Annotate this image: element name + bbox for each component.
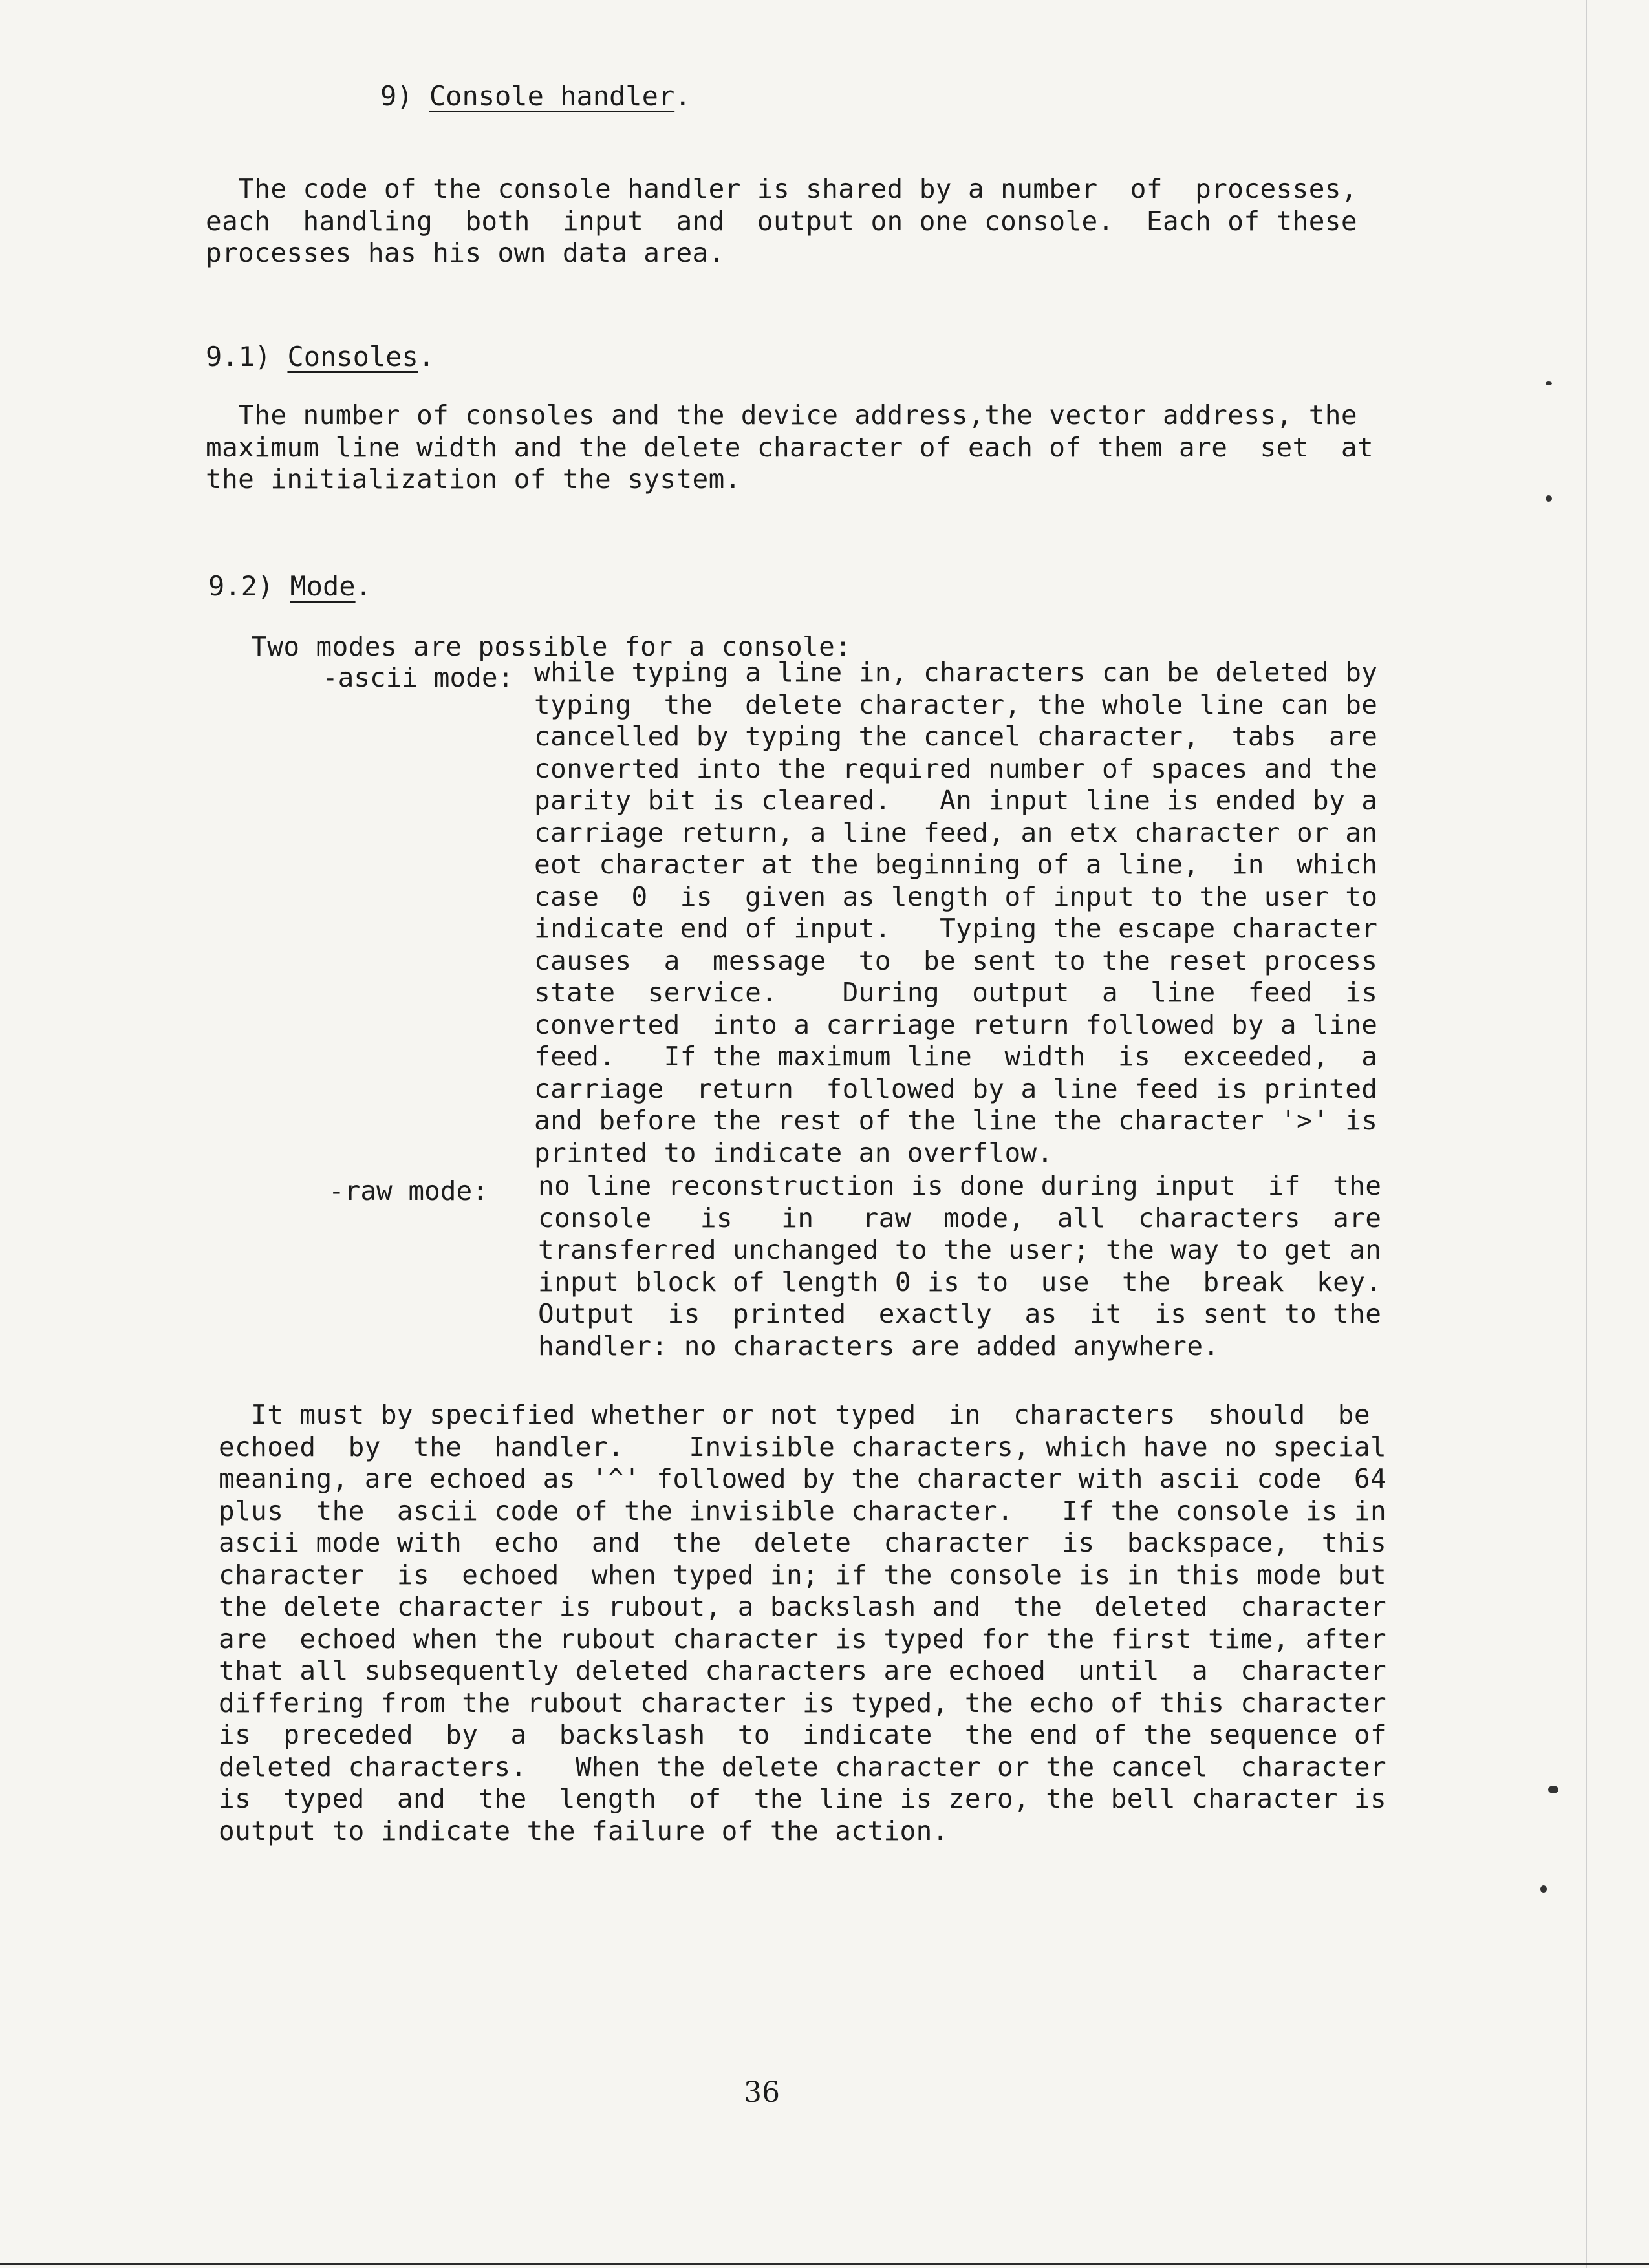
scan-speck bbox=[1546, 495, 1552, 502]
section-9-heading bbox=[380, 80, 691, 112]
text-line: carriage return followed by a line feed is printed bbox=[534, 1073, 1378, 1104]
text-line: is preceded by a backslash to indicate the end of the sequence of bbox=[219, 1719, 1387, 1750]
scan-speck bbox=[1540, 1885, 1547, 1893]
text-line: character is echoed when typed in; if the console is in this mode but bbox=[219, 1559, 1387, 1590]
text-line: typing the delete character, the whole line can be bbox=[534, 689, 1378, 720]
text-line: transferred unchanged to the user; the way to get an bbox=[538, 1234, 1382, 1265]
text-line: eot character at the beginning of a line, in which bbox=[534, 849, 1378, 880]
text-line: input block of length 0 is to use the break key. bbox=[538, 1266, 1382, 1298]
text-line: differing from the rubout character is typed, the echo of this character bbox=[219, 1687, 1387, 1718]
text-line: cancelled by typing the cancel character, tabs are bbox=[534, 721, 1378, 752]
heading-suffix: . bbox=[674, 80, 691, 112]
text-line: carriage return, a line feed, an etx character or an bbox=[534, 817, 1378, 848]
text-line: plus the ascii code of the invisible character. If the console is in bbox=[219, 1495, 1387, 1526]
heading-number: 9.2) bbox=[208, 570, 274, 602]
ascii-mode-label: -ascii mode: bbox=[322, 662, 514, 693]
text-line: no line reconstruction is done during input if the bbox=[538, 1170, 1382, 1201]
ascii-mode-description bbox=[534, 657, 1377, 1169]
page-edge-bottom bbox=[0, 2263, 1649, 2265]
text-line: Output is printed exactly as it is sent to the bbox=[538, 1298, 1382, 1329]
text-line: and before the rest of the line the character '>' is bbox=[534, 1105, 1378, 1136]
text-line: converted into a carriage return followed by a line bbox=[534, 1009, 1378, 1040]
heading-suffix: . bbox=[418, 341, 435, 372]
text-line: It must by specified whether or not typed in characters should be bbox=[219, 1399, 1370, 1430]
text-line: are echoed when the rubout character is typed for the first time, after bbox=[219, 1623, 1387, 1654]
text-line: maximum line width and the delete character of each of them are set at bbox=[206, 431, 1374, 463]
text-line: each handling both input and output on one console. Each of these bbox=[206, 205, 1357, 237]
heading-suffix: . bbox=[355, 570, 372, 602]
raw-mode-description bbox=[538, 1170, 1381, 1362]
text-line: The number of consoles and the device address,the vector address, the bbox=[206, 400, 1357, 431]
scan-speck bbox=[1546, 381, 1552, 385]
text-line: processes has his own data area. bbox=[206, 237, 725, 268]
heading-number: 9.1) bbox=[206, 341, 272, 372]
text-line: causes a message to be sent to the reset process bbox=[534, 945, 1378, 976]
raw-mode-label: -raw mode: bbox=[329, 1175, 488, 1206]
text-line: handler: no characters are added anywhere. bbox=[538, 1330, 1220, 1362]
heading-number: 9) bbox=[380, 80, 413, 112]
text-line: output to indicate the failure of the action. bbox=[219, 1815, 949, 1846]
text-line: meaning, are echoed as '^' followed by the character with ascii code 64 bbox=[219, 1463, 1387, 1494]
text-line: The code of the console handler is shared by a number of processes, bbox=[206, 173, 1357, 204]
text-line: while typing a line in, characters can be deleted by bbox=[534, 657, 1378, 688]
text-line: parity bit is cleared. An input line is ended by a bbox=[534, 785, 1378, 816]
heading-title: Mode bbox=[290, 570, 356, 602]
scan-speck bbox=[1548, 1786, 1558, 1793]
text-line: the delete character is rubout, a backslash and the deleted character bbox=[219, 1591, 1387, 1622]
section-9-1-paragraph bbox=[206, 400, 1374, 496]
echo-paragraph bbox=[219, 1399, 1386, 1847]
text-line: console is in raw mode, all characters are bbox=[538, 1202, 1382, 1234]
page-edge-right bbox=[1586, 0, 1587, 2268]
heading-title: Consoles bbox=[287, 341, 418, 372]
heading-title: Console handler bbox=[429, 80, 675, 112]
modes-intro: Two modes are possible for a console: bbox=[219, 631, 852, 662]
text-line: indicate end of input. Typing the escape character bbox=[534, 913, 1378, 944]
text-line: is typed and the length of the line is zero, the bell character is bbox=[219, 1783, 1387, 1814]
text-line: echoed by the handler. Invisible characters, which have no special bbox=[219, 1431, 1387, 1462]
section-9-1-heading bbox=[206, 341, 435, 373]
text-line: deleted characters. When the delete character or the cancel character bbox=[219, 1751, 1387, 1782]
text-line: state service. During output a line feed is bbox=[534, 977, 1378, 1008]
text-line: the initialization of the system. bbox=[206, 464, 741, 495]
page-number: 36 bbox=[744, 2076, 780, 2109]
text-line: printed to indicate an overflow. bbox=[534, 1137, 1053, 1168]
text-line: converted into the required number of spaces and the bbox=[534, 753, 1378, 784]
section-9-2-heading bbox=[208, 570, 372, 603]
text-line: feed. If the maximum line width is exceeded, a bbox=[534, 1041, 1378, 1072]
section-9-paragraph bbox=[206, 173, 1357, 270]
text-line: that all subsequently deleted characters are echoed until a character bbox=[219, 1655, 1387, 1686]
text-line: ascii mode with echo and the delete character is backspace, this bbox=[219, 1527, 1387, 1558]
text-line: case 0 is given as length of input to the user to bbox=[534, 881, 1378, 912]
